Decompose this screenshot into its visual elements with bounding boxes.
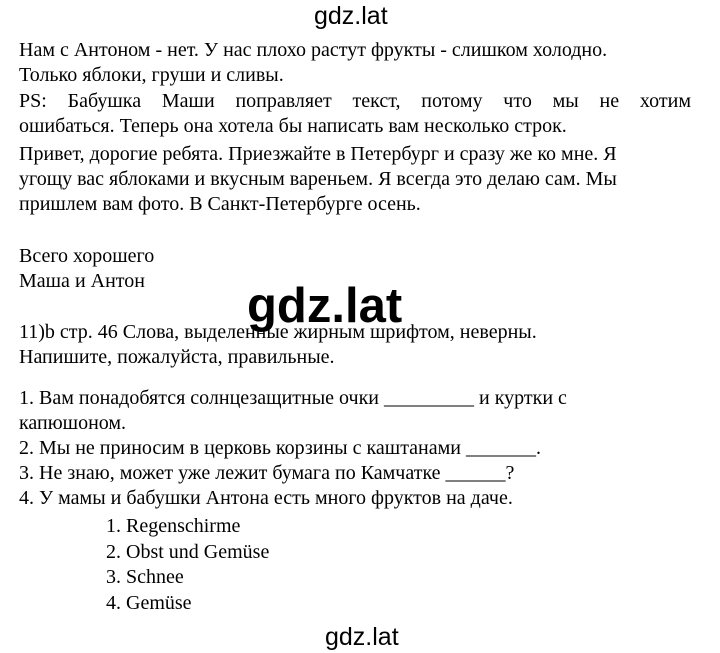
watermark-bottom: gdz.lat (325, 623, 399, 651)
text-line: Привет, дорогие ребята. Приезжайте в Петербург и сразу же ко мне. Я (19, 143, 617, 165)
watermark-middle: gdz.lat (247, 279, 403, 333)
answer-item: 3. Schnee (106, 566, 184, 588)
answer-item: 2. Obst und Gemüse (106, 540, 270, 563)
text-line: Только яблоки, груши и сливы. (19, 64, 284, 86)
signature-closing: Всего хорошего (19, 245, 155, 267)
task-line: Напишите, пожалуйста, правильные. (19, 346, 335, 368)
question-item: 1. Вам понадобятся солнцезащитные очки _________ и куртки с (19, 387, 567, 409)
signature-names: Маша и Антон (19, 270, 145, 292)
paragraph-fruits (19, 38, 691, 88)
question-list (19, 386, 691, 511)
question-item: 3. Не знаю, может уже лежит бумага по Камчатке ______? (19, 462, 515, 484)
text-line: ошибаться. Теперь она хотела бы написать вам несколько строк. (19, 115, 567, 137)
text-line: угощу вас яблоками и вкусным вареньем. Я всегда это делаю сам. Мы (19, 168, 617, 190)
text-line: пришлем вам фото. В Санкт-Петербурге осень. (19, 193, 421, 215)
answer-list (106, 514, 269, 616)
question-item: капюшоном. (19, 412, 127, 434)
task-heading (19, 320, 691, 370)
paragraph-postscript (19, 89, 691, 139)
paragraph-grandmother (19, 142, 691, 217)
watermark-top: gdz.lat (314, 2, 388, 30)
text-line: PS: Бабушка Маши поправляет текст, потому что мы не хотим (19, 90, 691, 112)
task-line: 11)b стр. 46 Слова, выделенные жирным шрифтом, неверны. (19, 321, 537, 343)
question-item: 4. У мамы и бабушки Антона есть много фруктов на даче. (19, 487, 513, 509)
answer-item: 4. Gemüse (106, 591, 192, 614)
answer-item: 1. Regenschirme (106, 515, 241, 537)
text-line: Нам с Антоном - нет. У нас плохо растут фрукты - слишком холодно. (19, 39, 608, 61)
question-item: 2. Мы не приносим в церковь корзины с каштанами _______. (19, 437, 541, 459)
